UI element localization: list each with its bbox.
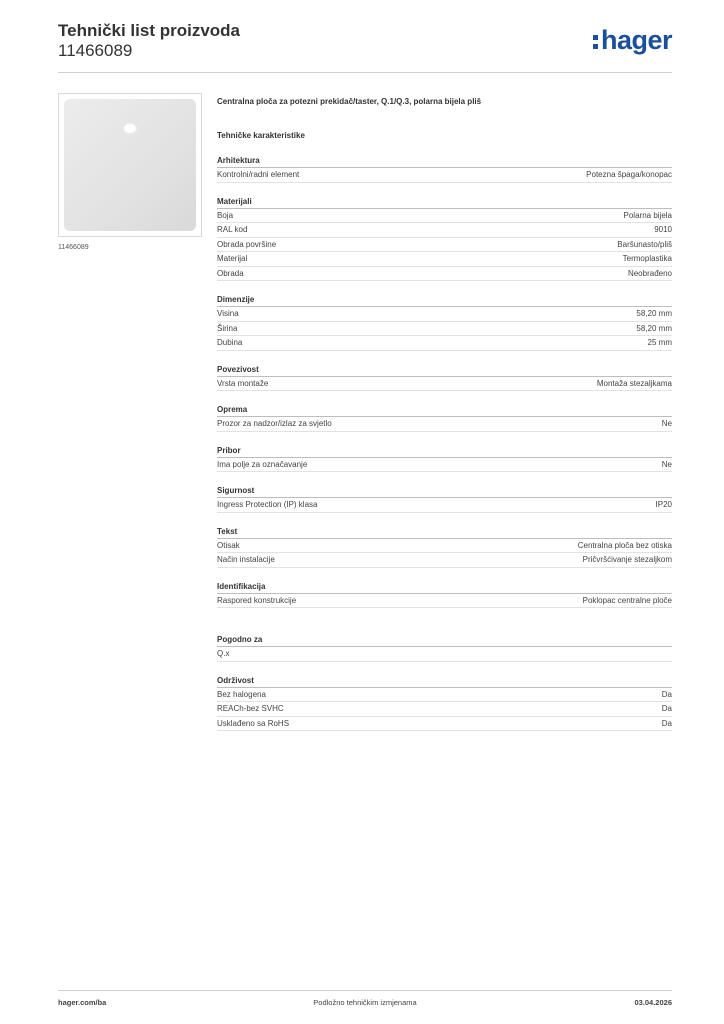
plate-hole bbox=[123, 123, 137, 134]
footer-website[interactable]: hager.com/ba bbox=[58, 998, 107, 1007]
spec-label: Ingress Protection (IP) klasa bbox=[217, 500, 318, 509]
spec-label: Prozor za nadzor/izlaz za svjetlo bbox=[217, 419, 332, 428]
spec-section bbox=[217, 526, 672, 568]
spec-value: Centralna ploča bez otiska bbox=[577, 540, 672, 550]
spec-label: Otisak bbox=[217, 540, 240, 550]
spec-value: 58,20 mm bbox=[636, 309, 672, 318]
spec-row bbox=[217, 322, 672, 337]
footer-note: Podložno tehničkim izmjenama bbox=[313, 998, 417, 1007]
spec-section bbox=[217, 404, 672, 432]
section-title: Dimenzije bbox=[217, 294, 672, 307]
spec-row bbox=[217, 594, 672, 609]
spec-value: Montaža stezaljkama bbox=[596, 378, 672, 388]
spec-label: Obrada površine bbox=[217, 239, 277, 249]
spec-row bbox=[217, 539, 672, 554]
logo-dots-icon bbox=[593, 31, 599, 51]
section-title: Oprema bbox=[217, 404, 672, 417]
spec-label: Obrada bbox=[217, 268, 244, 278]
spec-row bbox=[217, 223, 672, 238]
spec-label: Dubina bbox=[217, 338, 243, 347]
spec-row bbox=[217, 377, 672, 392]
spec-row bbox=[217, 336, 672, 351]
header-divider bbox=[58, 72, 672, 73]
image-caption: 11466089 bbox=[58, 244, 89, 251]
spec-section bbox=[217, 485, 672, 513]
logo-text: hager bbox=[600, 25, 672, 55]
spec-label: Ima polje za označavanje bbox=[217, 459, 308, 469]
page-footer bbox=[58, 998, 672, 1010]
spec-label: Materijal bbox=[217, 254, 248, 263]
spec-row bbox=[217, 688, 672, 703]
footer-date: 03.04.2026 bbox=[634, 998, 672, 1007]
section-title: Materijali bbox=[217, 196, 672, 209]
spec-row bbox=[217, 417, 672, 432]
section-title: Tekst bbox=[217, 526, 672, 539]
spec-section bbox=[217, 196, 672, 282]
spec-value: Poklopac centralne ploče bbox=[582, 595, 672, 605]
spec-section bbox=[217, 364, 672, 392]
section-title: Arhitektura bbox=[217, 155, 672, 168]
spec-section bbox=[217, 445, 672, 473]
spec-value: Ne bbox=[661, 459, 672, 469]
spec-label: REACh-bez SVHC bbox=[217, 704, 284, 713]
spec-value: Da bbox=[661, 689, 672, 699]
spec-label: Raspored konstrukcije bbox=[217, 595, 297, 605]
spec-label: Usklađeno sa RoHS bbox=[217, 718, 290, 728]
spec-row bbox=[217, 209, 672, 224]
spec-label: Širina bbox=[217, 323, 238, 333]
spec-content bbox=[217, 96, 672, 731]
tech-characteristics-title: Tehničke karakteristike bbox=[217, 131, 305, 140]
spec-value: IP20 bbox=[655, 500, 672, 509]
spec-value: Termoplastika bbox=[622, 254, 672, 263]
footer-divider bbox=[58, 990, 672, 991]
spec-value: Polarna bijela bbox=[623, 210, 672, 220]
spec-section bbox=[217, 675, 672, 732]
spec-section bbox=[217, 155, 672, 183]
section-title: Identifikacija bbox=[217, 581, 672, 594]
spec-sections bbox=[217, 155, 672, 731]
section-title: Povezivost bbox=[217, 364, 672, 377]
spec-label: Vrsta montaže bbox=[217, 378, 269, 388]
section-title: Pribor bbox=[217, 445, 672, 458]
spec-row bbox=[217, 238, 672, 253]
spec-value: Da bbox=[661, 718, 672, 728]
spec-value: Potezna špaga/konopac bbox=[586, 170, 672, 179]
spec-row bbox=[217, 168, 672, 183]
section-title: Pogodno za bbox=[217, 634, 672, 647]
spec-label: Način instalacije bbox=[217, 555, 275, 564]
spec-row bbox=[217, 717, 672, 732]
section-title: Sigurnost bbox=[217, 485, 672, 498]
spec-section bbox=[217, 581, 672, 609]
spec-label: Visina bbox=[217, 309, 239, 318]
spec-section bbox=[217, 634, 672, 662]
spec-row bbox=[217, 307, 672, 322]
spec-label: Kontrolni/radni element bbox=[217, 170, 300, 179]
plate-icon bbox=[64, 99, 196, 231]
spec-label: RAL kod bbox=[217, 225, 248, 234]
spec-row bbox=[217, 647, 672, 662]
spec-value: Da bbox=[661, 704, 672, 713]
spec-row bbox=[217, 252, 672, 267]
spec-value: 9010 bbox=[654, 225, 672, 234]
section-title: Održivost bbox=[217, 675, 672, 688]
document-title: Tehnički list proizvoda bbox=[58, 21, 240, 40]
spec-row bbox=[217, 267, 672, 282]
spec-section bbox=[217, 294, 672, 351]
spec-row bbox=[217, 702, 672, 717]
spec-row bbox=[217, 553, 672, 568]
product-title: Centralna ploča za potezni prekidač/taster, Q.1/Q.3, polarna bijela pliš bbox=[217, 97, 482, 106]
page-header bbox=[58, 21, 672, 67]
spec-label: Bez halogena bbox=[217, 689, 266, 699]
spec-row bbox=[217, 458, 672, 473]
hager-logo bbox=[593, 23, 672, 57]
spec-value: 25 mm bbox=[647, 338, 672, 347]
product-image bbox=[58, 93, 202, 237]
spec-value: Baršunasto/pliš bbox=[617, 239, 672, 249]
spec-value: Ne bbox=[661, 419, 672, 428]
spec-label: Q.x bbox=[217, 649, 230, 658]
spec-value: Neobrađeno bbox=[627, 268, 672, 278]
spec-value: 58,20 mm bbox=[636, 323, 672, 333]
spec-value: Pričvršćivanje stezaljkom bbox=[582, 555, 672, 564]
spec-row bbox=[217, 498, 672, 513]
document-number: 11466089 bbox=[58, 41, 133, 60]
spec-label: Boja bbox=[217, 210, 234, 220]
